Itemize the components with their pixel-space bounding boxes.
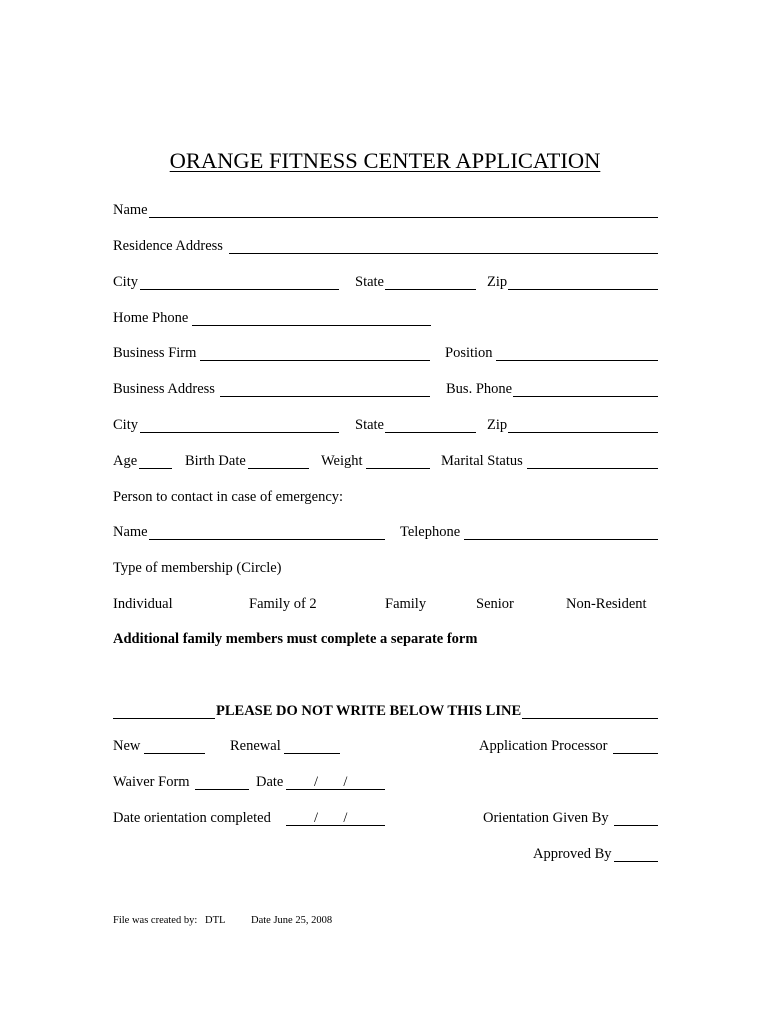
emergency-contact-row — [113, 488, 658, 510]
age-label: Age — [113, 453, 138, 469]
name-field[interactable] — [149, 217, 658, 218]
birth-date-field[interactable] — [248, 468, 309, 469]
waiver-form-row — [113, 773, 658, 795]
business-city-label: City — [113, 417, 138, 433]
home-phone-field[interactable] — [192, 325, 431, 326]
waiver-date-slashes: / / — [314, 774, 348, 790]
position-field[interactable] — [496, 360, 658, 361]
business-address-label: Business Address — [113, 381, 215, 397]
created-by-value: DTL — [205, 915, 226, 926]
city-label: City — [113, 274, 138, 290]
business-state-field[interactable] — [385, 432, 476, 433]
bus-phone-field[interactable] — [513, 396, 658, 397]
membership-option-senior[interactable]: Senior — [476, 596, 514, 612]
membership-type-row — [113, 559, 658, 581]
marital-status-field[interactable] — [527, 468, 658, 469]
approved-by-field[interactable] — [614, 861, 658, 862]
emergency-name-field[interactable] — [149, 539, 385, 540]
state-label: State — [355, 274, 384, 290]
office-use-divider — [113, 702, 658, 724]
form-title: ORANGE FITNESS CENTER APPLICATION — [169, 148, 601, 173]
city-field[interactable] — [140, 289, 339, 290]
residence-address-row — [113, 237, 658, 259]
bus-phone-label: Bus. Phone — [446, 381, 513, 397]
renewal-field[interactable] — [284, 753, 340, 754]
new-label: New — [113, 738, 141, 754]
emergency-name-row — [113, 523, 658, 545]
orientation-given-by-field[interactable] — [614, 825, 658, 826]
membership-option-non-resident[interactable]: Non-Resident — [566, 596, 647, 612]
orientation-completed-label: Date orientation completed — [113, 810, 271, 826]
membership-options-row — [113, 595, 658, 617]
emergency-name-label: Name — [113, 524, 148, 540]
business-address-field[interactable] — [220, 396, 430, 397]
divider-text: PLEASE DO NOT WRITE BELOW THIS LINE — [216, 703, 522, 719]
weight-field[interactable] — [366, 468, 430, 469]
zip-label: Zip — [487, 274, 508, 290]
home-phone-label: Home Phone — [113, 310, 189, 326]
renewal-label: Renewal — [230, 738, 281, 754]
approved-by-label: Approved By — [533, 846, 612, 862]
waiver-form-label: Waiver Form — [113, 774, 190, 790]
waiver-form-field[interactable] — [195, 789, 249, 790]
residence-address-label: Residence Address — [113, 238, 223, 254]
membership-option-family-of-2[interactable]: Family of 2 — [249, 596, 317, 612]
footer-date: Date June 25, 2008 — [251, 915, 333, 926]
business-zip-field[interactable] — [508, 432, 658, 433]
business-firm-label: Business Firm — [113, 345, 197, 361]
application-processor-label: Application Processor — [479, 738, 608, 754]
telephone-field[interactable] — [464, 539, 658, 540]
home-phone-row — [113, 309, 658, 331]
business-firm-row — [113, 344, 658, 366]
position-label: Position — [445, 345, 493, 361]
emergency-contact-label: Person to contact in case of emergency: — [113, 489, 344, 505]
business-firm-field[interactable] — [200, 360, 430, 361]
business-city-field[interactable] — [140, 432, 339, 433]
telephone-label: Telephone — [400, 524, 461, 540]
weight-label: Weight — [321, 453, 363, 469]
orientation-given-by-label: Orientation Given By — [483, 810, 609, 826]
state-field[interactable] — [385, 289, 476, 290]
family-note: Additional family members must complete a separate form — [113, 631, 478, 647]
zip-field[interactable] — [508, 289, 658, 290]
orientation-row — [113, 809, 658, 831]
family-note-row — [113, 630, 658, 652]
birth-date-label: Birth Date — [185, 453, 246, 469]
membership-option-family[interactable]: Family — [385, 596, 427, 612]
personal-details-row — [113, 452, 658, 474]
business-zip-label: Zip — [487, 417, 508, 433]
age-field[interactable] — [139, 468, 172, 469]
waiver-date-label: Date — [256, 774, 284, 790]
business-address-row — [113, 380, 658, 402]
application-processor-field[interactable] — [613, 753, 658, 754]
business-city-state-zip-row — [113, 416, 658, 438]
name-label: Name — [113, 202, 148, 218]
approved-by-row — [113, 845, 658, 867]
membership-type-label: Type of membership (Circle) — [113, 560, 282, 576]
business-state-label: State — [355, 417, 384, 433]
marital-status-label: Marital Status — [441, 453, 523, 469]
new-renewal-row — [113, 737, 658, 759]
name-row — [113, 201, 658, 223]
membership-option-individual[interactable]: Individual — [113, 596, 173, 612]
new-field[interactable] — [144, 753, 205, 754]
orientation-date-slashes: / / — [314, 810, 348, 826]
residence-address-field[interactable] — [229, 253, 658, 254]
created-by-label: File was created by: — [113, 915, 198, 926]
home-city-state-zip-row — [113, 273, 658, 295]
